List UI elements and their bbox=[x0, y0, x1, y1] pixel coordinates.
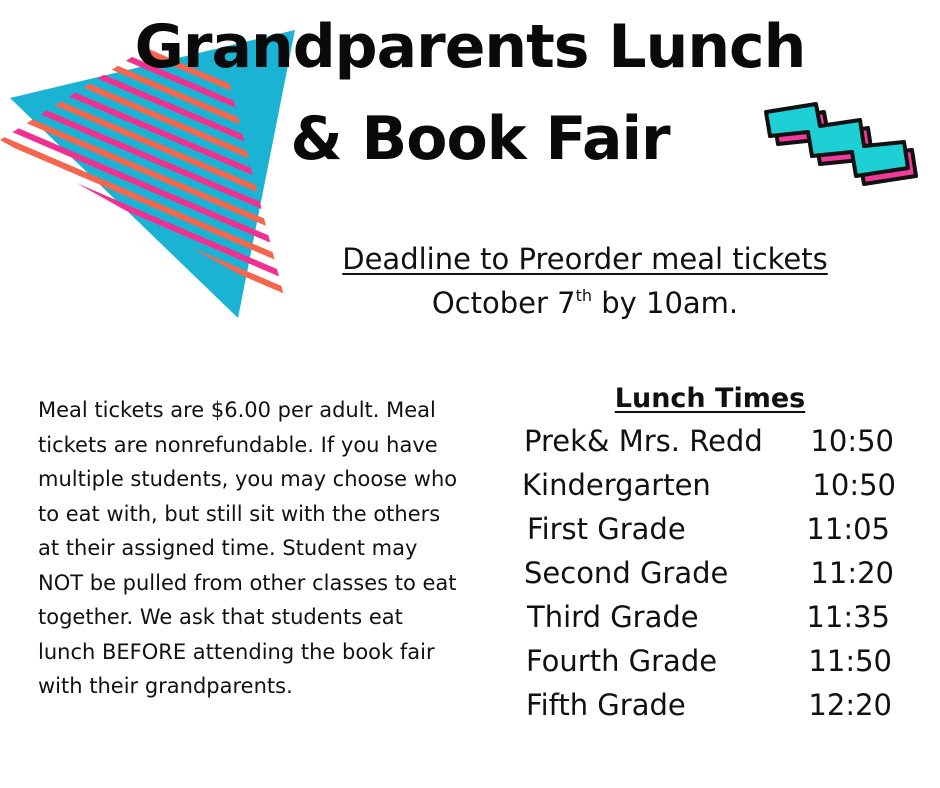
lunch-time: 11:35 bbox=[806, 600, 890, 634]
lunch-time: 10:50 bbox=[810, 424, 894, 458]
schedule-row-prek bbox=[520, 424, 900, 464]
lunch-time: 11:50 bbox=[808, 644, 892, 678]
page-title-line-2: & Book Fair bbox=[290, 104, 670, 174]
schedule-row-fourth-grade bbox=[520, 644, 900, 684]
lunch-time: 11:05 bbox=[806, 512, 890, 546]
stripe-line bbox=[0, 280, 310, 330]
grade-name: Fourth Grade bbox=[526, 644, 718, 678]
grade-name: Second Grade bbox=[524, 556, 729, 590]
deadline-date-suffix: th bbox=[575, 286, 592, 305]
grade-name: Prek& Mrs. Redd bbox=[524, 424, 763, 458]
schedule-row-first-grade bbox=[520, 512, 900, 552]
schedule-row-second-grade bbox=[520, 556, 900, 596]
schedule-row-third-grade bbox=[520, 600, 900, 640]
lunch-time: 10:50 bbox=[812, 468, 896, 502]
stripe-line bbox=[0, 265, 310, 330]
stripe-line bbox=[0, 250, 310, 330]
lunch-time: 11:20 bbox=[810, 556, 894, 590]
grade-name: First Grade bbox=[527, 512, 686, 546]
schedule-row-kindergarten bbox=[520, 468, 900, 508]
grade-name: Fifth Grade bbox=[526, 688, 686, 722]
deadline-date-main: October 7 bbox=[431, 286, 576, 320]
grade-name: Third Grade bbox=[527, 600, 699, 634]
page-title-line-1: Grandparents Lunch bbox=[134, 12, 806, 82]
info-paragraph: Meal tickets are $6.00 per adult. Meal tickets are nonrefundable. If you have multiple students, you may choose who to eat with, but still sit with the others at their assigned time. Student may NOT be pulled from other classes to eat together. We ask that students eat lunch BEFORE attending the book fair with their grandparents. bbox=[38, 398, 458, 698]
deadline-heading: Deadline to Preorder meal tickets bbox=[342, 242, 828, 276]
grade-name: Kindergarten bbox=[522, 468, 711, 502]
deadline-date-rest: by 10am. bbox=[592, 286, 739, 320]
lunch-time: 12:20 bbox=[808, 688, 892, 722]
deadline-date bbox=[300, 286, 870, 320]
stripe-line bbox=[0, 295, 310, 330]
lunch-times-heading: Lunch Times bbox=[614, 383, 806, 414]
schedule-row-fifth-grade bbox=[520, 688, 900, 728]
